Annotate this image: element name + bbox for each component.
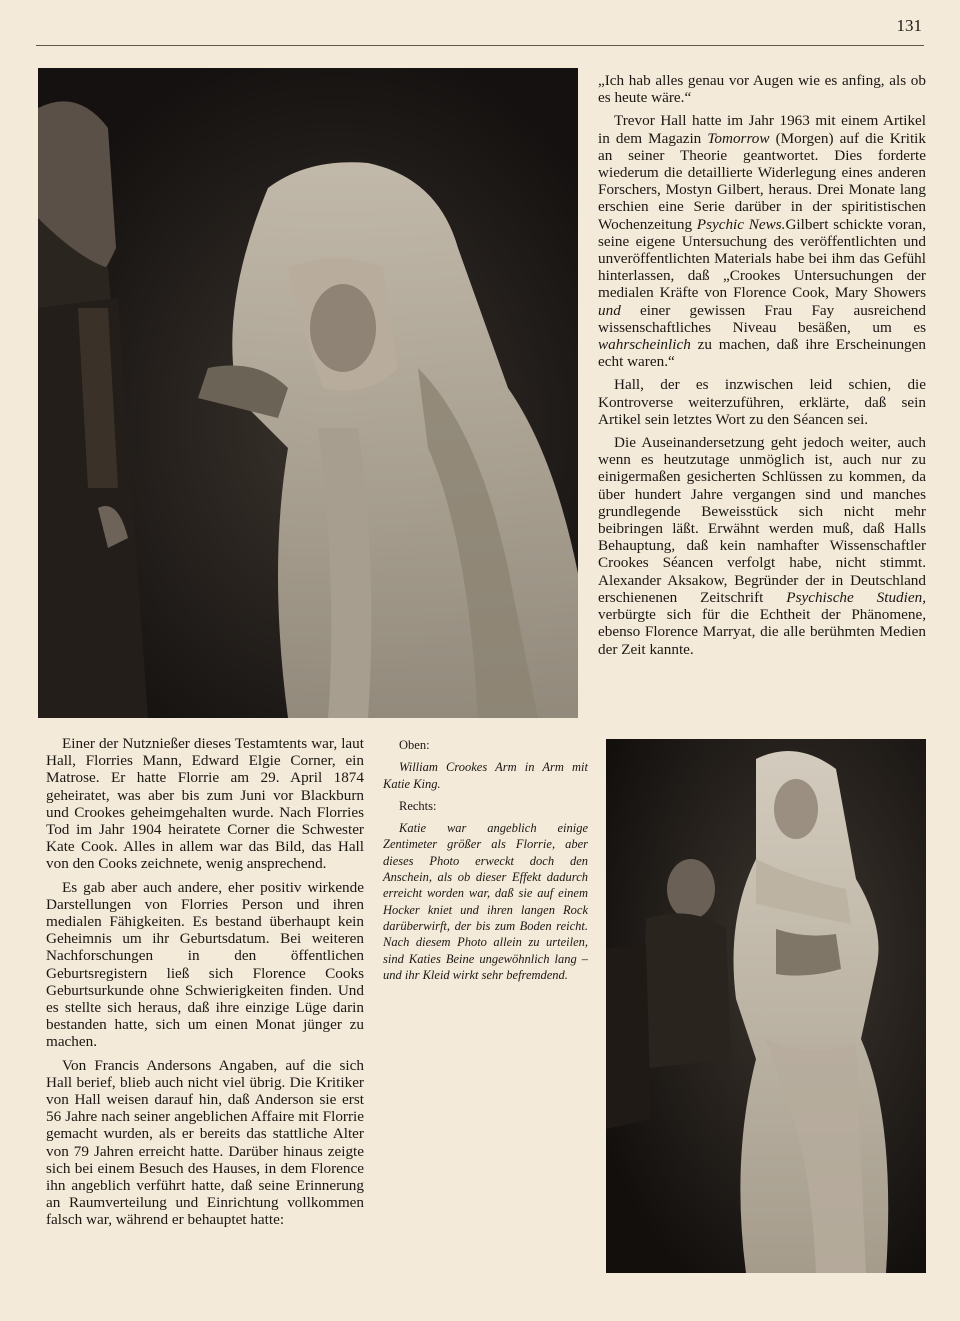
magazine-title: Psychic News. bbox=[696, 215, 786, 233]
text-run: einer gewissen Frau Fay ausreichend wissenschaftliches Niveau besäßen, um es bbox=[598, 301, 926, 336]
paragraph bbox=[598, 434, 926, 658]
paragraph: Von Francis Andersons Angaben, auf die sich Hall berief, blieb auch nicht viel übrig. Die Kritiker von Hall weisen darauf hin, daß Anderson sie erst 56 Jahre nach seiner angeblichen Affaire mit Florrie gemacht wurden, als er bereits das stattliche Alter von 79 Jahren erreicht hatte. Darüber hinaus zeigte sich bei einem Besuch des Hauses, in dem Florence ihn angeblich verführt hatte, daß seine Erinnerung an Raumverteilung und Einrichtung vollkommen falsch war, während er behauptet hatte: bbox=[46, 1056, 364, 1229]
text-run: (Morgen) auf die Kritik an seiner Theorie geantwortet. Dies forderte wiederum die detaillierte Widerlegung eines anderen Forschers, Mostyn Gilbert, heraus. Drei Monate lang erschien eine Serie darüber in der spiritistischen Wochenzeitung bbox=[598, 129, 926, 233]
photo-katie-king-standing-icon bbox=[606, 739, 926, 1273]
photo-katie-king-standing bbox=[606, 739, 926, 1273]
text-run: Trevor Hall hatte im Jahr 1963 mit einem Artikel in dem Magazin bbox=[598, 112, 926, 147]
paragraph: „Ich hab alles genau vor Augen wie es anfing, als ob es heute wäre.“ bbox=[598, 72, 926, 107]
right-text-column bbox=[598, 72, 926, 664]
emphasis: und bbox=[598, 301, 621, 319]
paragraph bbox=[598, 112, 926, 370]
magazine-title: Tomorrow bbox=[707, 129, 770, 147]
page-number: 131 bbox=[896, 16, 922, 35]
caption-label-right: Rechts: bbox=[399, 798, 437, 813]
photo-william-crookes-with-katie-king-icon bbox=[38, 68, 578, 718]
text-run: Gilbert schickte voran, seine eigene Untersuchung des veröffentlichten und unveröffentlichten Materials habe bei ihm das Gefühl hinterlassen, daß „Crookes Untersuchungen der medialen Kräfte von Florence Cook, Mary Showers bbox=[598, 215, 926, 302]
paragraph: Hall, der es inzwischen leid schien, die Kontroverse weiterzuführen, erklärte, daß sein Artikel sein letztes Wort zu den Séancen sei. bbox=[598, 376, 926, 428]
caption-label-top: Oben: bbox=[399, 738, 430, 752]
text-run: verbürgte sich für die Echtheit der Phänomene, ebenso Florence Marryat, die alle berühmten Medien der Zeit kannte. bbox=[598, 606, 926, 658]
caption-text-right: Katie war angeblich einige Zentimeter größer als Florrie, aber dieses Photo erweckt doch den Anschein, als ob dieser Effekt dadurch erreicht worden war, daß sie auf einem Hocker kniet und ihren langen Rock darüberwirft, der bis zum Boden reicht. Nach diesem Photo allein zu urteilen, sind Katies Beine ungewöhnlich lang – und ihr Kleid wirkt sehr befremdend. bbox=[383, 821, 588, 982]
caption-text-top: William Crookes Arm in Arm mit Katie King. bbox=[383, 760, 588, 791]
text-run: zu machen, daß ihre Erscheinungen echt waren.“ bbox=[598, 336, 926, 371]
paragraph: Es gab aber auch andere, eher positiv wirkende Darstellungen von Florries Person und ihren medialen Fähigkeiten. Es bestand überhaupt kein Geheimnis um ihr Geburtsdatum. Bei weiteren Nachforschungen in den öffentlichen Geburtsregistern ließ sich Florence Cooks Geburtsurkunde ohne Schwierigkeiten finden. Und es stellte sich heraus, daß ihre einzige Lüge darin bestanden hatte, sich um einen Monat jünger zu machen. bbox=[46, 878, 364, 1051]
paragraph: Einer der Nutznießer dieses Testamtents war, laut Hall, Florries Mann, Edward Elgie Corner, ein Matrose. Er hatte Florrie am 29. April 1874 geheiratet, was aber bis zum Juni vor Blackburn und Crookes geheimgehalten wurde. Nach Florries Tod im Jahr 1904 heiratete Corner die Schwester Kate Cook. Alles in allem war das Bild, das Hall von den Cooks zeichnete, wenig ansprechend. bbox=[46, 735, 364, 873]
emphasis: wahrscheinlich bbox=[598, 336, 691, 354]
header-rule bbox=[36, 45, 924, 46]
photo-crookes-katie-king bbox=[38, 68, 578, 718]
left-text-column bbox=[46, 735, 364, 1235]
text-run: Die Auseinandersetzung geht jedoch weiter, auch wenn es heutzutage unmöglich ist, auch nur zu einigermaßen gesicherten Schlüssen zu kommen, da über hundert Jahre vergangen sind und manches grundlegende Beweisstück sich nicht mehr beibringen läßt. Erwähnt werden muß, daß Halls Behauptung, daß kein namhafter Wissenschaftler Crookes Séancen verfolgt habe, nicht stimmt. Alexander Aksakow, Begründer der in Deutschland erschienenen Zeitschrift bbox=[598, 434, 926, 606]
magazine-title: Psychische Studien, bbox=[786, 588, 926, 606]
caption-column bbox=[383, 737, 588, 989]
